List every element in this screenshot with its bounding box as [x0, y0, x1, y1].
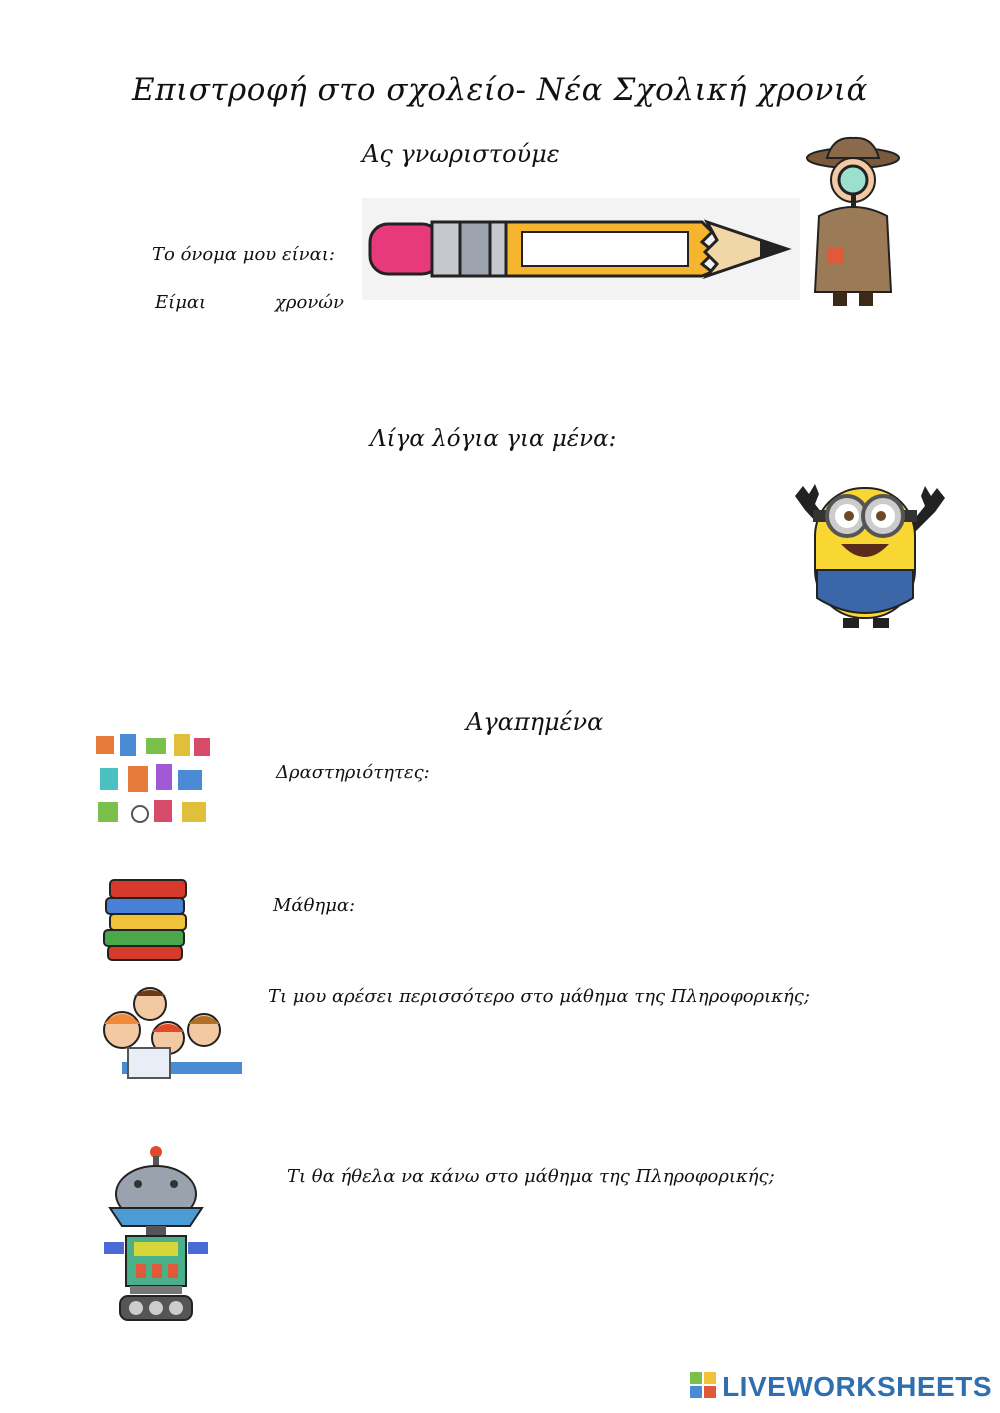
- activities-label: Δραστηριότητες:: [276, 762, 430, 783]
- subject-input[interactable]: [366, 890, 670, 924]
- question-1-label: Τι μου αρέσει περισσότερο στο μάθημα της Πληροφορικής;: [268, 986, 810, 1007]
- section-title-about: Λίγα λόγια για μένα:: [370, 426, 617, 452]
- liveworksheets-logo-icon: [690, 1372, 716, 1402]
- liveworksheets-brand: [690, 1371, 992, 1403]
- question-2-label: Τι θα ήθελα να κάνω στο μάθημα της Πληροφορικής;: [287, 1166, 775, 1187]
- liveworksheets-text: LIVEWORKSHEETS: [722, 1371, 992, 1402]
- page-title: Επιστροφή στο σχολείο- Νέα Σχολική χρονιά: [132, 72, 868, 108]
- kids-activities-icon: [90, 730, 215, 830]
- name-label: Το όνομα μου είναι:: [152, 244, 335, 265]
- subject-label: Μάθημα:: [273, 895, 356, 916]
- age-input[interactable]: [214, 288, 274, 318]
- books-icon: [100, 876, 192, 964]
- section-title-favorites: Αγαπημένα: [466, 708, 604, 736]
- question-2-input[interactable]: [287, 1196, 811, 1300]
- question-1-input[interactable]: [268, 1016, 832, 1110]
- section-title-intro: Ας γνωριστούμε: [362, 140, 560, 168]
- kids-computer-icon: [92, 984, 248, 1084]
- activities-input[interactable]: [440, 756, 784, 790]
- about-me-input[interactable]: [150, 470, 774, 654]
- robot-icon: [96, 1142, 216, 1327]
- name-input[interactable]: [522, 232, 690, 268]
- age-label-start: Είμαι: [155, 292, 207, 313]
- detective-icon: [805, 136, 900, 308]
- age-label-end: χρονών: [275, 292, 344, 313]
- minion-icon: [785, 478, 955, 633]
